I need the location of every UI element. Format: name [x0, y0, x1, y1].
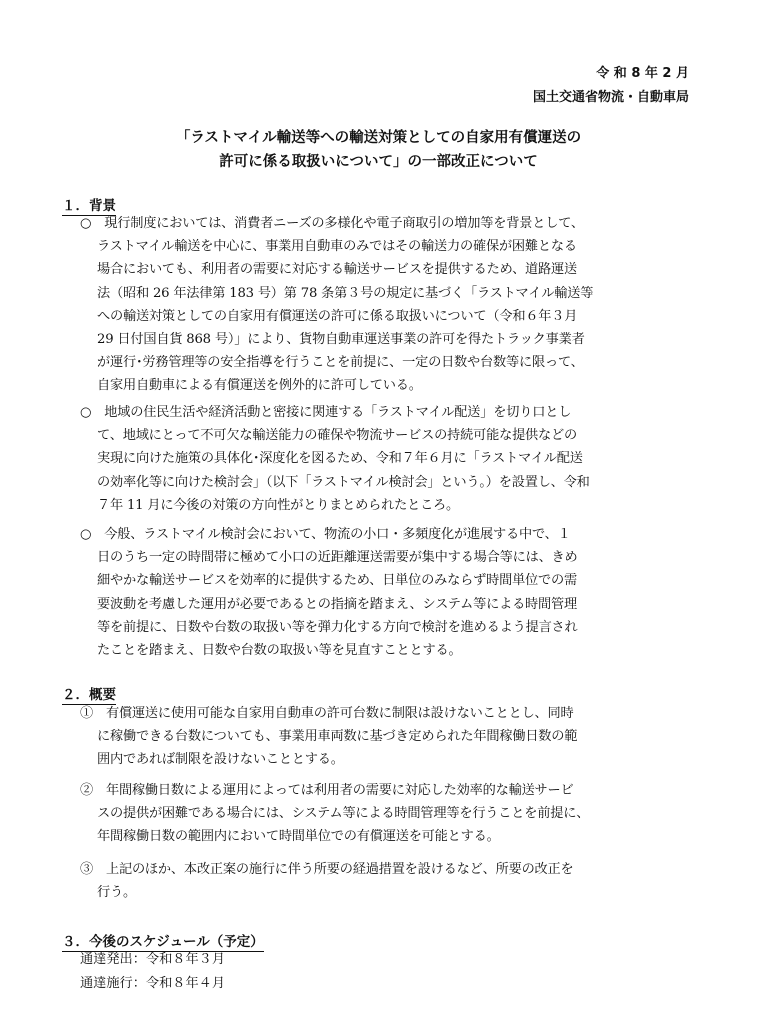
section-heading-schedule: ３．今後のスケジュール（予定）: [62, 930, 264, 952]
background-paragraph-2: [80, 401, 700, 517]
paragraph-line: への輸送対策としての自家用有償運送の許可に係る取扱いについて（令和６年３月: [97, 308, 578, 324]
overview-item-1: [80, 702, 700, 772]
background-paragraph-3: [80, 523, 700, 662]
paragraph-line: 年間稼働日数の範囲内において時間単位での有償運送を可能とする。: [97, 829, 500, 845]
paragraph-line: が運行･労務管理等の安全指導を行うことを前提に、一定の日数や台数等に限って、: [97, 355, 584, 371]
paragraph-line: 囲内であれば制限を設けないこととする。: [97, 752, 344, 768]
paragraph-line: の効率化等に向けた検討会」（以下「ラストマイル検討会」という。）を設置し、令和: [97, 474, 590, 490]
document-title-line-2: 許可に係る取扱いについて」の一部改正について: [219, 154, 538, 170]
paragraph-line: 29 日付国自貨 868 号）」により、貨物自動車運送事業の許可を得たトラック事業者: [97, 331, 585, 347]
paragraph-line: 要波動を考慮した運用が必要であるとの指摘を踏まえ、システム等による時間管理: [97, 596, 578, 612]
document-title-line-1: 「ラストマイル輸送等への輸送対策としての自家用有償運送の: [175, 130, 582, 146]
paragraph-line: スの提供が困難である場合には、システム等による時間管理等を行うことを前提に、: [97, 806, 590, 822]
paragraph-line: 日のうち一定の時間帯に極めて小口の近距離運送需要が集中する場合等には、きめ: [97, 550, 578, 566]
paragraph-line: 等を前提に、日数や台数の取扱い等を弾力化する方向で検討を進めるよう提言され: [97, 619, 578, 635]
paragraph-line: 実現に向けた施策の具体化･深度化を図るため、令和７年６月に「ラストマイル配送: [97, 451, 583, 467]
paragraph-line: 場合においても、利用者の需要に対応する輸送サービスを提供するため、道路運送: [97, 262, 578, 278]
overview-item-3: [80, 858, 700, 904]
paragraph-line: ② 年間稼働日数による運用によっては利用者の需要に対応した効率的な輸送サービ: [80, 783, 574, 798]
paragraph-line: 自家用自動車による有償運送を例外的に許可している。: [97, 378, 422, 394]
document-date: 令 和 8 年 2 月: [596, 66, 689, 81]
paragraph-line: ○ 地域の住民生活や経済活動と密接に関連する「ラストマイル配送」を切り口とし: [80, 405, 572, 420]
schedule-item-issue: 通達発出：令和８年３月: [80, 952, 226, 967]
schedule-item-enforcement: 通達施行：令和８年４月: [80, 976, 226, 991]
paragraph-line: たことを踏まえ、日数や台数の取扱い等を見直すこととする。: [97, 642, 462, 658]
paragraph-line: ７年 11 月に今後の対策の方向性がとりまとめられたところ。: [97, 497, 460, 513]
paragraph-line: ○ 今般、ラストマイル検討会において、物流の小口・多頻度化が進展する中で、１: [80, 527, 571, 542]
paragraph-line: ○ 現行制度においては、消費者ニーズの多様化や電子商取引の増加等を背景として、: [80, 216, 584, 231]
paragraph-line: に稼働できる台数についても、事業用車両数に基づき定められた年間稼働日数の範: [97, 729, 578, 745]
paragraph-line: ラストマイル輸送を中心に、事業用自動車のみではその輸送力の確保が困難となる: [97, 239, 577, 255]
paragraph-line: 細やかな輸送サービスを効率的に提供するため、日単位のみならず時間単位での需: [97, 573, 578, 589]
section-heading-overview: ２．概要: [62, 683, 116, 705]
overview-item-2: [80, 779, 700, 849]
paragraph-line: て、地域にとって不可欠な輸送能力の確保や物流サービスの持続可能な提供などの: [97, 428, 578, 444]
section-heading-background: １．背景: [62, 194, 116, 216]
issuing-organization: 国土交通省物流・自動車局: [532, 90, 689, 105]
background-paragraph-1: [80, 212, 700, 398]
paragraph-line: ③ 上記のほか、本改正案の施行に伴う所要の経過措置を設けるなど、所要の改正を: [80, 862, 574, 877]
paragraph-line: ① 有償運送に使用可能な自家用自動車の許可台数に制限は設けないこととし、同時: [80, 706, 574, 721]
paragraph-line: 法（昭和 26 年法律第 183 号）第 78 条第３号の規定に基づく「ラストマイル輸送等: [97, 285, 594, 301]
paragraph-line: 行う。: [97, 885, 136, 901]
